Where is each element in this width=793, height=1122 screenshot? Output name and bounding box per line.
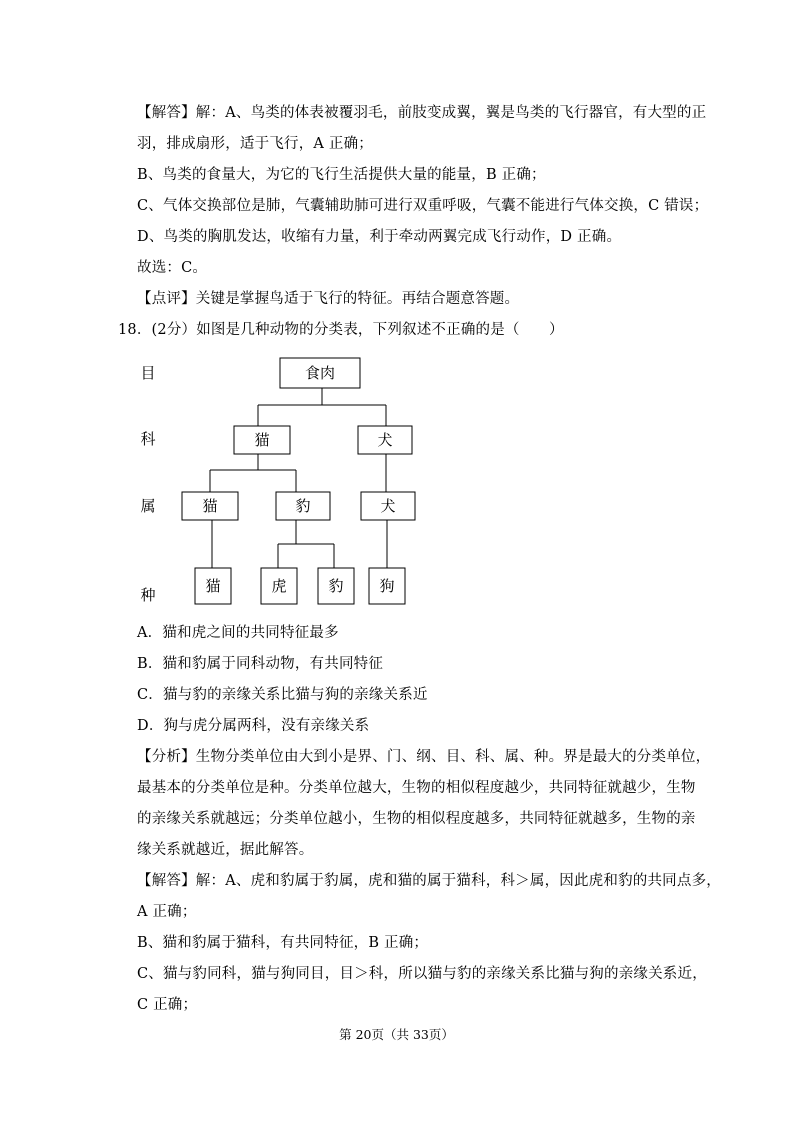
prev-answer-line-1: 【解答】解：A、鸟类的体表被覆羽毛，前肢变成翼，翼是鸟类的飞行器官，有大型的正 bbox=[137, 105, 707, 121]
prev-answer-line-5: D、鸟类的胸肌发达，收缩有力量，利于牵动两翼完成飞行动作，D 正确。 bbox=[137, 229, 622, 245]
answer-line-1: 【解答】解：A、虎和豹属于豹属，虎和猫的属于猫科，科＞属，因此虎和豹的共同点多， bbox=[137, 873, 721, 889]
prev-answer-line-4: C、气体交换部位是肺，气囊辅助肺可进行双重呼吸，气囊不能进行气体交换，C 错误； bbox=[137, 198, 709, 214]
answer-line-5: C 正确； bbox=[137, 997, 198, 1013]
node-species-tiger: 虎 bbox=[271, 577, 287, 595]
option-a: A．猫和虎之间的共同特征最多 bbox=[137, 625, 339, 641]
option-b: B．猫和豹属于同科动物，有共同特征 bbox=[137, 656, 384, 672]
analysis-line-1: 【分析】生物分类单位由大到小是界、门、纲、目、科、属、种。界是最大的分类单位， bbox=[137, 749, 711, 765]
analysis-line-2: 最基本的分类单位是种。分类单位越大，生物的相似程度越少，共同特征就越少，生物 bbox=[137, 780, 696, 796]
node-species-dog: 狗 bbox=[379, 577, 395, 595]
prev-answer-choice: 故选：C。 bbox=[137, 260, 208, 276]
node-genus-dog: 犬 bbox=[380, 497, 396, 515]
node-family-dog: 犬 bbox=[377, 431, 393, 449]
level-order-label: 目 bbox=[140, 364, 156, 382]
level-genus-label: 属 bbox=[140, 497, 156, 515]
analysis-line-3: 的亲缘关系就越远；分类单位越小，生物的相似程度越多，共同特征就越多，生物的亲 bbox=[137, 811, 696, 827]
answer-line-4: C、猫与豹同科，猫与狗同目，目＞科，所以猫与豹的亲缘关系比猫与狗的亲缘关系近， bbox=[137, 966, 707, 982]
analysis-line-4: 缘关系就越近，据此解答。 bbox=[137, 842, 314, 858]
node-species-leopard: 豹 bbox=[328, 577, 344, 595]
answer-line-3: B、猫和豹属于猫科，有共同特征，B 正确； bbox=[137, 935, 429, 951]
node-species-cat: 猫 bbox=[205, 577, 221, 595]
answer-line-2: A 正确； bbox=[137, 904, 197, 920]
prev-comment: 【点评】关键是掌握鸟适于飞行的特征。再结合题意答题。 bbox=[137, 291, 520, 307]
prev-answer-line-3: B、鸟类的食量大，为它的飞行生活提供大量的能量，B 正确； bbox=[137, 167, 546, 183]
question-stem: 18．(2分）如图是几种动物的分类表，下列叙述不正确的是（ ） bbox=[118, 322, 564, 338]
level-species-label: 种 bbox=[140, 586, 156, 604]
page-footer: 第 20页（共 33页） bbox=[339, 1027, 454, 1042]
node-genus-leopard: 豹 bbox=[295, 497, 311, 515]
node-family-cat: 猫 bbox=[254, 431, 270, 449]
prev-answer-line-2: 羽，排成扇形，适于飞行，A 正确； bbox=[137, 136, 373, 152]
classification-diagram bbox=[120, 350, 440, 619]
node-order: 食肉 bbox=[304, 364, 336, 382]
node-genus-cat: 猫 bbox=[202, 497, 218, 515]
option-d: D．狗与虎分属两科，没有亲缘关系 bbox=[137, 718, 370, 734]
level-family-label: 科 bbox=[140, 430, 156, 448]
option-c: C．猫与豹的亲缘关系比猫与狗的亲缘关系近 bbox=[137, 687, 428, 703]
